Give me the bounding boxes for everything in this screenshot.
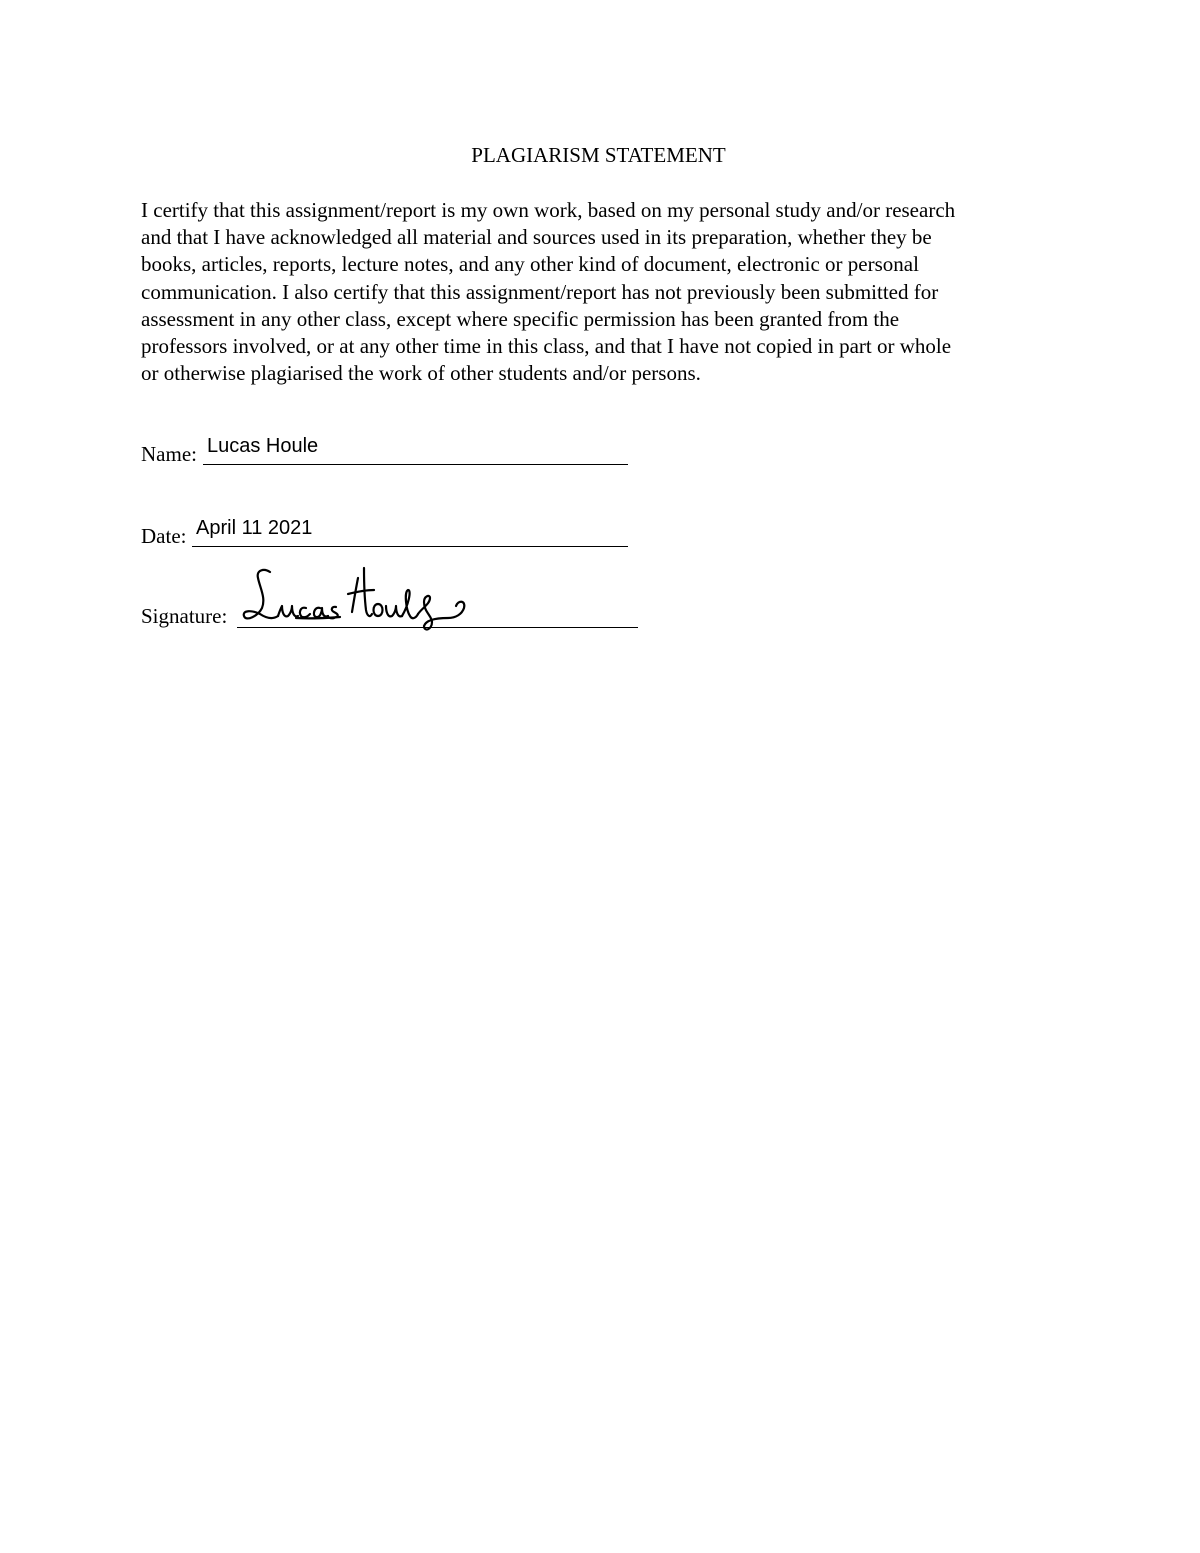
statement-paragraph [141, 197, 1071, 387]
signature-label: Signature: [141, 604, 228, 628]
paragraph-line: books, articles, reports, lecture notes, and any other kind of document, electronic or personal [141, 252, 919, 277]
date-underline [192, 546, 628, 547]
document-title: PLAGIARISM STATEMENT [471, 143, 726, 167]
paragraph-line: professors involved, or at any other time in this class, and that I have not copied in part or whole [141, 334, 952, 359]
paragraph-line: or otherwise plagiarised the work of other students and/or persons. [141, 361, 701, 386]
date-value[interactable]: April 11 2021 [196, 517, 313, 539]
paragraph-line: I certify that this assignment/report is my own work, based on my personal study and/or research [141, 198, 956, 222]
name-underline [203, 464, 628, 465]
name-label: Name: [141, 442, 197, 466]
paragraph-line: communication. I also certify that this assignment/report has not previously been submitted for [141, 279, 939, 304]
paragraph-line: assessment in any other class, except where specific permission has been granted from the [141, 306, 900, 331]
date-label: Date: [141, 524, 187, 548]
paragraph-line: and that I have acknowledged all material and sources used in its preparation, whether they be [141, 225, 932, 250]
name-value[interactable]: Lucas Houle [207, 435, 319, 457]
handwritten-signature [236, 560, 472, 636]
